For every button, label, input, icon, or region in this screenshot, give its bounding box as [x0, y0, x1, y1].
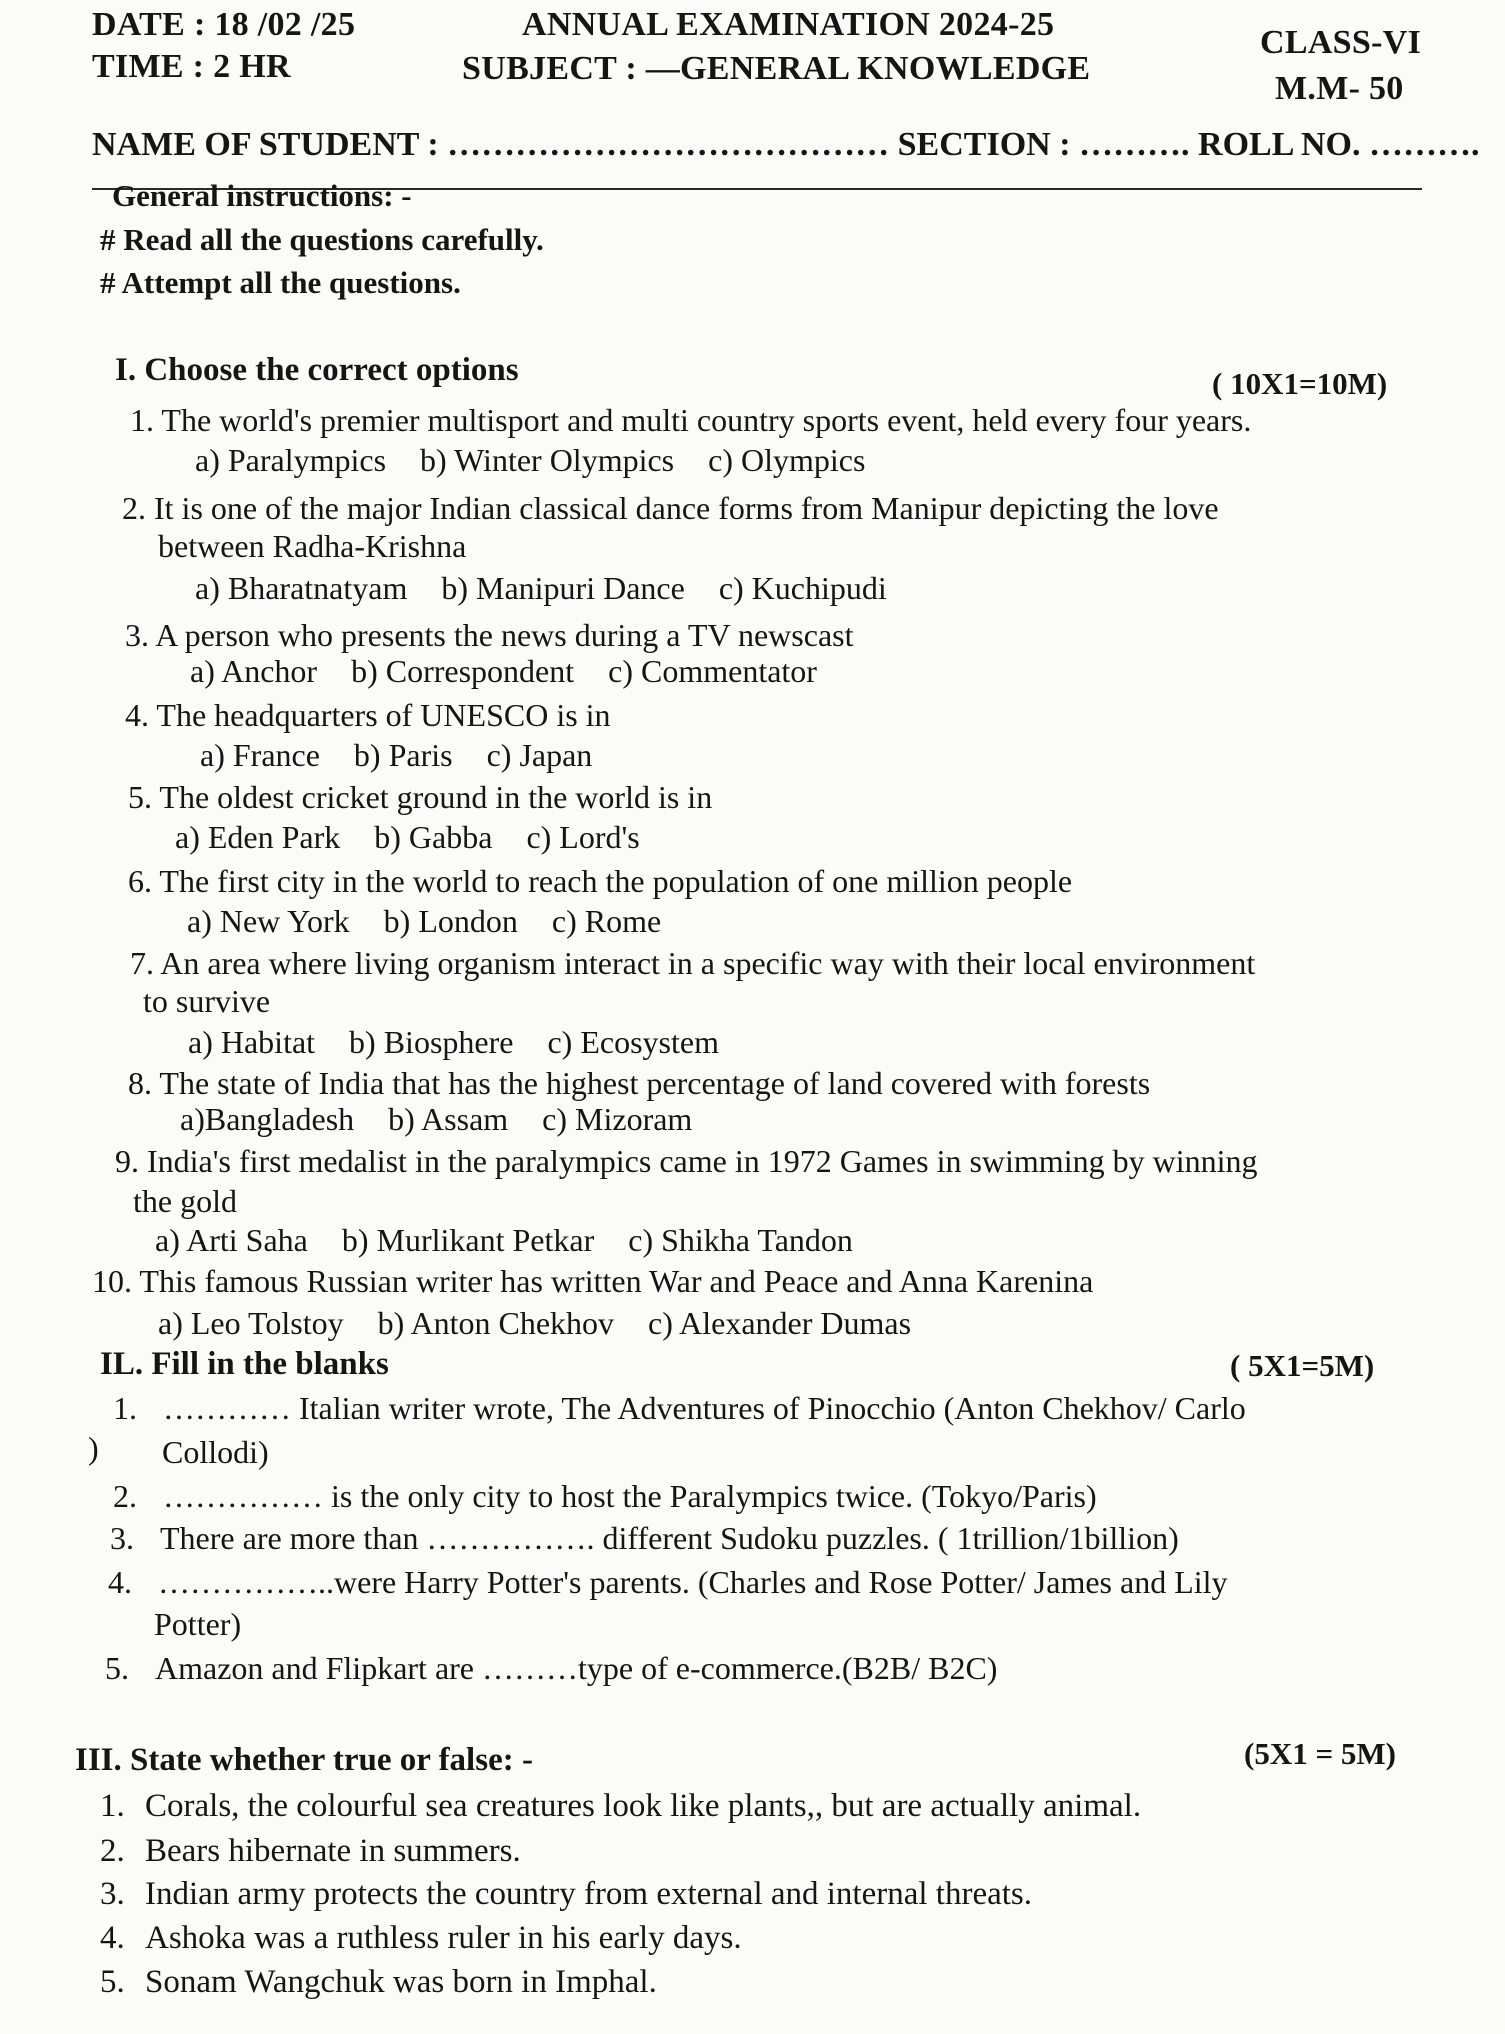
item-text: There are more than ……………. different Sudoku puzzles. ( 1trillion/1billion): [160, 1520, 1179, 1556]
option: c) Lord's: [526, 819, 640, 855]
item-number: 4.: [100, 1920, 125, 1956]
exam-title: ANNUAL EXAMINATION 2024-25: [522, 6, 1055, 43]
question-number: 8.: [128, 1065, 152, 1101]
option: a)Bangladesh: [180, 1101, 355, 1137]
question: [128, 863, 1072, 900]
option: b) Correspondent: [351, 653, 575, 689]
item-text: ………… Italian writer wrote, The Adventures of Pinocchio (Anton Chekhov/ Carlo: [163, 1390, 1246, 1426]
name-blank[interactable]: …………………………………: [447, 126, 890, 163]
option: a) Anchor: [190, 653, 318, 689]
item-text: Bears hibernate in summers.: [145, 1833, 521, 1869]
option: c) Olympics: [708, 442, 866, 478]
option: c) Ecosystem: [547, 1024, 719, 1060]
item-text: Sonam Wangchuk was born in Imphal.: [145, 1964, 657, 2000]
question-text-continued: between Radha-Krishna: [158, 528, 467, 564]
option: b) Manipuri Dance: [441, 570, 685, 606]
option: b) Gabba: [374, 819, 493, 855]
true-false-item: [100, 1920, 742, 1957]
true-false-item: [100, 1788, 1141, 1825]
option: a) Leo Tolstoy: [158, 1305, 344, 1341]
option: b) Assam: [388, 1101, 509, 1137]
option: a) Paralympics: [195, 442, 387, 478]
question-text: The world's premier multisport and multi country sports event, held every four years.: [161, 402, 1252, 438]
question-text-continued: to survive: [143, 983, 271, 1019]
option: c) Commentator: [608, 653, 817, 689]
option: c) Shikha Tandon: [628, 1222, 853, 1258]
option: c) Rome: [551, 903, 662, 939]
question-options: [187, 903, 695, 940]
name-label: NAME OF STUDENT :: [92, 126, 439, 163]
section-2-marks: ( 5X1=5M): [1230, 1348, 1375, 1383]
instruction-item: # Attempt all the questions.: [100, 265, 461, 300]
question-number: 10.: [92, 1263, 132, 1299]
exam-subject: SUBJECT : —GENERAL KNOWLEDGE: [462, 50, 1091, 87]
question: [130, 945, 1255, 982]
item-number: 3.: [110, 1520, 134, 1556]
item-number: 1.: [100, 1788, 125, 1824]
instruction-item: # Read all the questions carefully.: [100, 222, 544, 257]
question-text: It is one of the major Indian classical dance forms from Manipur depicting the love: [154, 490, 1219, 526]
question: [92, 1263, 1093, 1300]
item-text: Amazon and Flipkart are ………type of e-commerce.(B2B/ B2C): [155, 1650, 998, 1686]
item-text: …………… is the only city to host the Paralympics twice. (Tokyo/Paris): [163, 1478, 1097, 1514]
option: a) Eden Park: [175, 819, 341, 855]
option: b) Anton Chekhov: [377, 1305, 615, 1341]
question-text: India's first medalist in the paralympics came in 1972 Games in swimming by winning: [147, 1143, 1258, 1179]
true-false-item: [100, 1876, 1032, 1913]
option: b) London: [383, 903, 518, 939]
option: a) France: [200, 737, 320, 773]
question-text: The first city in the world to reach the population of one million people: [159, 863, 1073, 899]
question-text: An area where living organism interact in a specific way with their local environment: [160, 945, 1256, 981]
question-text: This famous Russian writer has written War and Peace and Anna Karenina: [139, 1263, 1094, 1299]
question-options: [180, 1101, 726, 1138]
option: c) Japan: [486, 737, 593, 773]
true-false-item: [100, 1833, 521, 1870]
question-options: [200, 737, 626, 774]
fill-blank-item: [108, 1564, 1228, 1601]
question-number: 6.: [128, 863, 152, 899]
question-text: The state of India that has the highest percentage of land covered with forests: [159, 1065, 1151, 1101]
question-text: A person who presents the news during a TV newscast: [155, 617, 854, 653]
option: c) Alexander Dumas: [648, 1305, 912, 1341]
section-3-marks: (5X1 = 5M): [1244, 1736, 1396, 1771]
exam-time: TIME : 2 HR: [92, 48, 291, 85]
option: b) Winter Olympics: [420, 442, 675, 478]
item-number: 4.: [108, 1564, 132, 1600]
question-options: [158, 1305, 945, 1342]
item-number: 1.: [113, 1390, 137, 1426]
section-label: SECTION :: [897, 126, 1071, 163]
item-number: 3.: [100, 1876, 125, 1912]
option: c) Kuchipudi: [718, 570, 887, 606]
item-number: 5.: [100, 1964, 125, 2000]
roll-blank[interactable]: ……….: [1369, 126, 1480, 163]
question: [128, 1065, 1150, 1102]
question-options: [155, 1222, 887, 1259]
option: a) New York: [187, 903, 350, 939]
item-text-continued: Potter): [154, 1606, 242, 1642]
question-number: 2.: [122, 490, 146, 526]
section-2-title: IL. Fill in the blanks: [100, 1346, 389, 1382]
item-text: Indian army protects the country from external and internal threats.: [145, 1876, 1033, 1912]
option: a) Bharatnatyam: [195, 570, 408, 606]
exam-class: CLASS-VI: [1260, 24, 1422, 61]
true-false-item: [100, 1964, 657, 2001]
section-1-title: I. Choose the correct options: [115, 352, 519, 388]
option: b) Murlikant Petkar: [341, 1222, 595, 1258]
fill-blank-item: [110, 1520, 1179, 1557]
question: [115, 1143, 1257, 1180]
roll-label: ROLL NO.: [1198, 126, 1361, 163]
question-number: 3.: [125, 617, 149, 653]
item-text: Corals, the colourful sea creatures look like plants,, but are actually animal.: [145, 1788, 1142, 1824]
question: [128, 779, 712, 816]
question-number: 5.: [128, 779, 152, 815]
question-number: 4.: [125, 697, 149, 733]
item-text: ……………..were Harry Potter's parents. (Charles and Rose Potter/ James and Lily: [158, 1564, 1228, 1600]
question-options: [188, 1024, 753, 1061]
option: a) Habitat: [188, 1024, 316, 1060]
section-3-title: III. State whether true or false: -: [75, 1742, 533, 1778]
question: [125, 697, 611, 734]
fill-blank-item: [113, 1478, 1097, 1515]
question-text: The headquarters of UNESCO is in: [156, 697, 611, 733]
question: [122, 490, 1219, 527]
question-options: [195, 570, 921, 607]
option: b) Biosphere: [349, 1024, 514, 1060]
option: c) Mizoram: [542, 1101, 693, 1137]
instructions-title: General instructions: -: [112, 178, 412, 213]
bracket-mark: ): [88, 1430, 99, 1466]
fill-blank-item: [113, 1390, 1246, 1427]
item-text-continued: Collodi): [162, 1434, 269, 1470]
question: [130, 402, 1251, 439]
question-number: 9.: [115, 1143, 139, 1179]
question-number: 1.: [130, 402, 154, 438]
question-options: [195, 442, 899, 479]
question-number: 7.: [130, 945, 154, 981]
option: b) Paris: [353, 737, 453, 773]
item-number: 2.: [100, 1833, 125, 1869]
question-text: The oldest cricket ground in the world is in: [159, 779, 713, 815]
question-text-continued: the gold: [133, 1183, 237, 1219]
item-number: 5.: [105, 1650, 129, 1686]
section-1-marks: ( 10X1=10M): [1212, 366, 1388, 401]
item-text: Ashoka was a ruthless ruler in his early days.: [145, 1920, 742, 1956]
student-info-row: [92, 126, 1480, 164]
item-number: 2.: [113, 1478, 137, 1514]
question: [125, 617, 853, 654]
exam-date: DATE : 18 /02 /25: [92, 6, 356, 43]
section-blank[interactable]: ……….: [1079, 126, 1190, 163]
fill-blank-item: [105, 1650, 997, 1687]
question-options: [190, 653, 851, 690]
option: a) Arti Saha: [155, 1222, 308, 1258]
max-marks: M.M- 50: [1275, 70, 1404, 107]
question-options: [175, 819, 674, 856]
